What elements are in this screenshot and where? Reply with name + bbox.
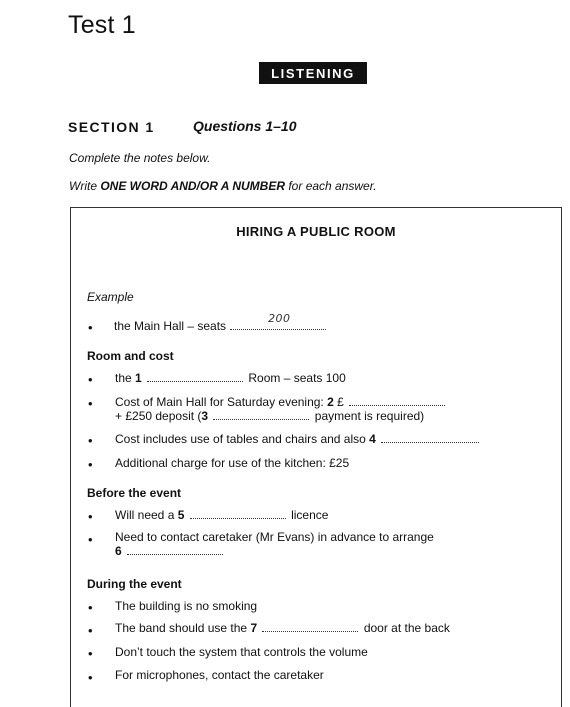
bullet-icon: • (88, 433, 93, 448)
answer-blank-3[interactable] (213, 409, 309, 420)
answer-blank-7[interactable] (262, 621, 358, 632)
q3-item: + £250 deposit (3 payment is required) (115, 409, 425, 423)
q4-item: Cost includes use of tables and chairs and also 4 (115, 432, 481, 446)
example-item: the Main Hall – seats 200 (114, 319, 326, 333)
questions-label: Questions 1–10 (193, 118, 297, 134)
microphones-item: For microphones, contact the caretaker (115, 668, 324, 682)
bullet-icon: • (88, 670, 93, 685)
bullet-icon: • (88, 509, 93, 524)
heading-before-event: Before the event (87, 486, 182, 500)
bullet-icon: • (88, 396, 93, 411)
q7-item: The band should use the 7 door at the back (115, 621, 450, 635)
q6-item: 6 (115, 544, 225, 558)
q5-item: Will need a 5 licence (115, 508, 329, 522)
answer-blank-4[interactable] (381, 432, 479, 443)
bullet-icon: • (88, 646, 93, 661)
heading-room-cost: Room and cost (87, 349, 174, 363)
example-label: Example (87, 290, 134, 304)
test-title: Test 1 (68, 11, 136, 39)
q2-item: Cost of Main Hall for Saturday evening: 2 £ (115, 395, 447, 409)
caretaker-item: Need to contact caretaker (Mr Evans) in advance to arrange (115, 530, 434, 544)
bullet-icon: • (88, 600, 93, 615)
instruction-word-limit: Write ONE WORD AND/OR A NUMBER for each answer. (69, 179, 377, 193)
kitchen-item: Additional charge for use of the kitchen: £25 (115, 456, 350, 470)
bullet-icon: • (88, 372, 93, 387)
listening-badge: LISTENING (259, 62, 367, 84)
notes-box (70, 207, 562, 707)
bullet-icon: • (88, 320, 93, 335)
answer-blank-6[interactable] (127, 544, 223, 555)
notes-title: HIRING A PUBLIC ROOM (236, 224, 396, 239)
bullet-icon: • (88, 532, 93, 547)
instruction-complete-notes: Complete the notes below. (69, 151, 211, 165)
answer-blank-2[interactable] (349, 395, 445, 406)
smoking-item: The building is no smoking (115, 599, 258, 613)
answer-blank-1[interactable] (147, 371, 243, 382)
section-label: SECTION 1 (68, 119, 155, 135)
example-answer-blank (230, 312, 326, 330)
bullet-icon: • (88, 457, 93, 472)
q1-item: the 1 Room – seats 100 (115, 371, 346, 385)
heading-during-event: During the event (87, 577, 182, 591)
example-answer: 200 (268, 312, 291, 325)
bullet-icon: • (88, 623, 93, 638)
volume-item: Don’t touch the system that controls the volume (115, 645, 368, 659)
answer-blank-5[interactable] (190, 508, 286, 519)
